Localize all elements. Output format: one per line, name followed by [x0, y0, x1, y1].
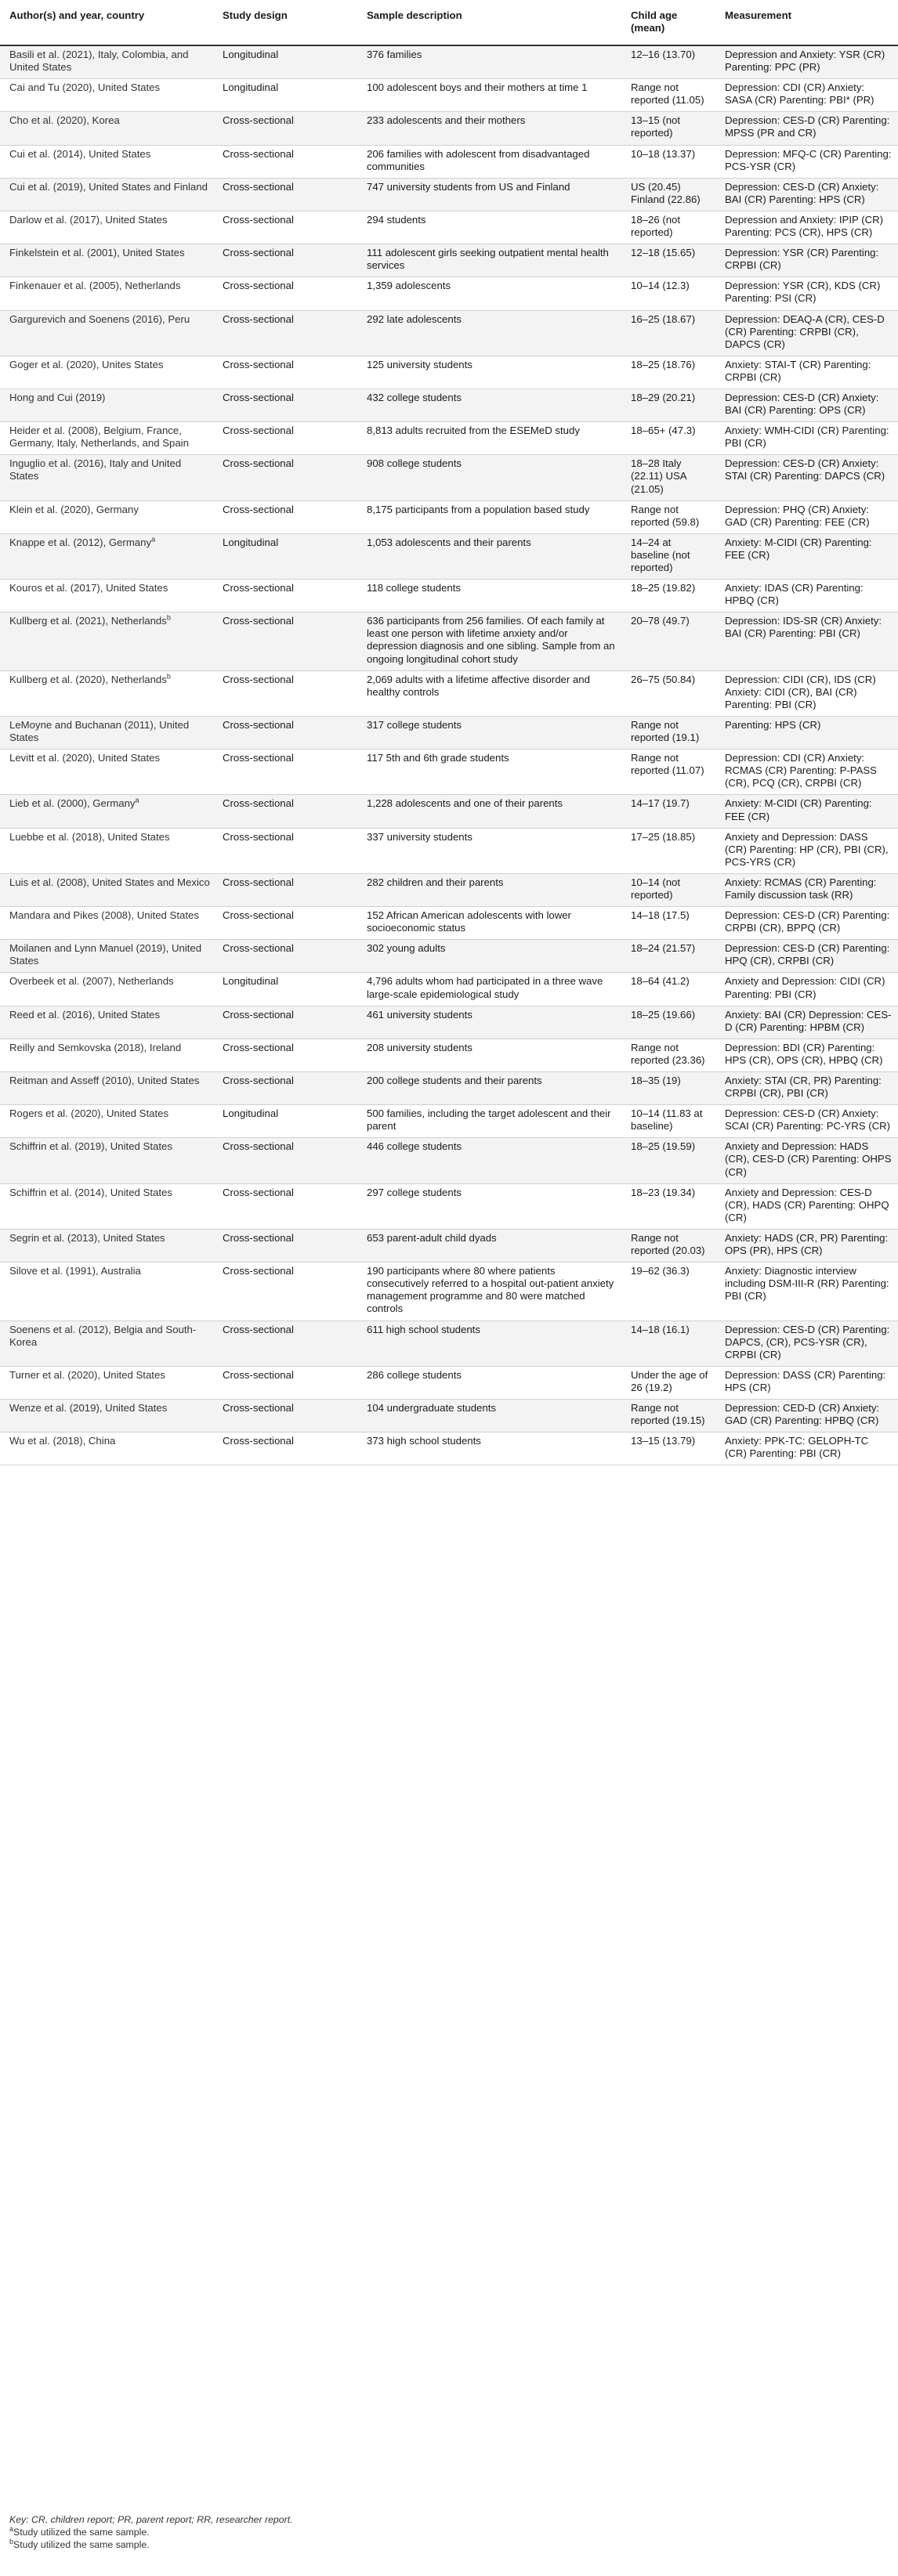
cell-design: Cross-sectional	[216, 940, 360, 973]
author-text: Cho et al. (2020), Korea	[9, 114, 120, 127]
cell-sample: 8,175 participants from a population based study	[360, 500, 625, 533]
header-author: Author(s) and year, country	[0, 0, 216, 45]
cell-sample: 908 college students	[360, 455, 625, 500]
cell-sample: 432 college students	[360, 388, 625, 421]
cell-age: 14–18 (16.1)	[625, 1321, 719, 1366]
table-row	[0, 533, 898, 579]
cell-author	[0, 1263, 216, 1321]
cell-sample: 373 high school students	[360, 1433, 625, 1465]
note-b	[9, 2539, 887, 2552]
cell-measurement: Depression: CED-D (CR) Anxiety: GAD (CR) Parenting: HPBQ (CR)	[719, 1399, 898, 1432]
cell-author	[0, 455, 216, 500]
cell-age: Under the age of 26 (19.2)	[625, 1366, 719, 1399]
table-row	[0, 828, 898, 873]
cell-design: Cross-sectional	[216, 1366, 360, 1399]
table-row	[0, 1399, 898, 1432]
cell-sample: 118 college students	[360, 580, 625, 612]
author-text: Klein et al. (2020), Germany	[9, 503, 139, 515]
cell-sample: 446 college students	[360, 1138, 625, 1183]
table-row	[0, 612, 898, 670]
cell-sample: 1,053 adolescents and their parents	[360, 533, 625, 579]
cell-sample: 1,228 adolescents and one of their parents	[360, 795, 625, 828]
cell-sample: 611 high school students	[360, 1321, 625, 1366]
cell-design: Cross-sectional	[216, 1399, 360, 1432]
cell-age: 18–29 (20.21)	[625, 388, 719, 421]
cell-design: Cross-sectional	[216, 716, 360, 749]
table-row	[0, 907, 898, 940]
table-row	[0, 1006, 898, 1039]
author-text: Levitt et al. (2020), United States	[9, 752, 161, 764]
cell-sample: 636 participants from 256 families. Of each family at least one person with lifetime anxiety and/or depression diagnosis and one sibling. Sample from an ongoing longitudinal cohort study	[360, 612, 625, 670]
cell-age: 18–26 (not reported)	[625, 211, 719, 244]
table-row	[0, 716, 898, 749]
author-text: LeMoyne and Buchanan (2011), United States	[9, 718, 190, 744]
cell-author	[0, 1321, 216, 1366]
cell-age: 10–18 (13.37)	[625, 145, 719, 178]
cell-measurement: Anxiety: Diagnostic interview including DSM-III-R (RR) Parenting: PBI (CR)	[719, 1263, 898, 1321]
table-row	[0, 750, 898, 795]
cell-author	[0, 940, 216, 973]
cell-age: 10–14 (12.3)	[625, 277, 719, 310]
cell-author	[0, 178, 216, 211]
cell-measurement: Depression: DASS (CR) Parenting: HPS (CR)	[719, 1366, 898, 1399]
cell-design: Cross-sectional	[216, 1433, 360, 1465]
table-row	[0, 45, 898, 79]
cell-measurement: Depression: CES-D (CR) Anxiety: SCAI (CR) Parenting: PC-YRS (CR)	[719, 1105, 898, 1138]
author-text: Reed et al. (2016), United States	[9, 1008, 161, 1021]
cell-design: Longitudinal	[216, 79, 360, 112]
table-body	[0, 45, 898, 1465]
cell-sample: 117 5th and 6th grade students	[360, 750, 625, 795]
cell-author	[0, 1399, 216, 1432]
cell-age: Range not reported (59.8)	[625, 500, 719, 533]
cell-measurement: Anxiety and Depression: CES-D (CR), HADS (CR) Parenting: OHPQ (CR)	[719, 1183, 898, 1229]
cell-sample: 317 college students	[360, 716, 625, 749]
cell-author	[0, 79, 216, 112]
author-text: Knappe et al. (2012), Germany	[9, 536, 152, 548]
author-text: Luis et al. (2008), United States and Mexico	[9, 876, 210, 888]
cell-sample: 337 university students	[360, 828, 625, 873]
author-text: Hong and Cui (2019)	[9, 391, 106, 403]
author-text: Inguglio et al. (2016), Italy and United States	[9, 457, 182, 482]
cell-age: 20–78 (49.7)	[625, 612, 719, 670]
cell-age: 18–35 (19)	[625, 1072, 719, 1105]
cell-design: Cross-sectional	[216, 795, 360, 828]
table-row	[0, 940, 898, 973]
cell-design: Cross-sectional	[216, 277, 360, 310]
cell-author	[0, 1138, 216, 1183]
note-b-mark: b	[9, 2537, 14, 2545]
cell-measurement: Depression: PHQ (CR) Anxiety: GAD (CR) Parenting: FEE (CR)	[719, 500, 898, 533]
cell-measurement: Depression: CES-D (CR) Parenting: CRPBI (CR), BPPQ (CR)	[719, 907, 898, 940]
cell-measurement: Depression: CDI (CR) Anxiety: SASA (CR) Parenting: PBI* (PR)	[719, 79, 898, 112]
cell-measurement: Anxiety and Depression: CIDI (CR) Parenting: PBI (CR)	[719, 973, 898, 1006]
cell-age: 14–18 (17.5)	[625, 907, 719, 940]
table-row	[0, 112, 898, 145]
cell-age: 10–14 (11.83 at baseline)	[625, 1105, 719, 1138]
cell-sample: 111 adolescent girls seeking outpatient mental health services	[360, 244, 625, 277]
notes-key: Key: CR, children report; PR, parent report; RR, researcher report.	[9, 2514, 293, 2525]
author-text: Silove et al. (1991), Australia	[9, 1265, 141, 1277]
cell-author	[0, 873, 216, 906]
cell-measurement: Anxiety: PPK-TC: GELOPH-TC (CR) Parenting: PBI (CR)	[719, 1433, 898, 1465]
cell-age: 14–24 at baseline (not reported)	[625, 533, 719, 579]
cell-sample: 294 students	[360, 211, 625, 244]
cell-design: Longitudinal	[216, 1105, 360, 1138]
cell-author	[0, 1039, 216, 1071]
cell-age: 26–75 (50.84)	[625, 670, 719, 716]
cell-measurement: Depression: DEAQ-A (CR), CES-D (CR) Parenting: CRPBI (CR), DAPCS (CR)	[719, 310, 898, 356]
cell-design: Cross-sectional	[216, 112, 360, 145]
author-text: Darlow et al. (2017), United States	[9, 213, 168, 226]
table-row	[0, 795, 898, 828]
table-row	[0, 580, 898, 612]
cell-age: 18–28 Italy (22.11) USA (21.05)	[625, 455, 719, 500]
table-row	[0, 670, 898, 716]
cell-age: 12–16 (13.70)	[625, 45, 719, 79]
cell-sample: 297 college students	[360, 1183, 625, 1229]
cell-sample: 200 college students and their parents	[360, 1072, 625, 1105]
cell-measurement: Anxiety: STAI (CR, PR) Parenting: CRPBI (CR), PBI (CR)	[719, 1072, 898, 1105]
cell-design: Longitudinal	[216, 973, 360, 1006]
table-row	[0, 1229, 898, 1262]
cell-design: Cross-sectional	[216, 145, 360, 178]
cell-author	[0, 1433, 216, 1465]
cell-measurement: Depression and Anxiety: IPIP (CR) Parenting: PCS (CR), HPS (CR)	[719, 211, 898, 244]
cell-sample: 500 families, including the target adolescent and their parent	[360, 1105, 625, 1138]
cell-design: Cross-sectional	[216, 580, 360, 612]
author-text: Cai and Tu (2020), United States	[9, 81, 161, 94]
cell-author	[0, 211, 216, 244]
cell-design: Cross-sectional	[216, 211, 360, 244]
cell-design: Cross-sectional	[216, 244, 360, 277]
cell-design: Cross-sectional	[216, 500, 360, 533]
cell-author	[0, 1229, 216, 1262]
table-row	[0, 1183, 898, 1229]
cell-measurement: Anxiety and Depression: HADS (CR), CES-D (CR) Parenting: OHPS (CR)	[719, 1138, 898, 1183]
author-text: Gargurevich and Soenens (2016), Peru	[9, 313, 190, 325]
author-text: Goger et al. (2020), Unites States	[9, 358, 164, 370]
cell-sample: 190 participants where 80 where patients consecutively referred to a hospital out-patient anxiety management programme and 80 were matched controls	[360, 1263, 625, 1321]
cell-author	[0, 795, 216, 828]
table-row	[0, 455, 898, 500]
cell-design: Cross-sectional	[216, 178, 360, 211]
cell-author	[0, 1183, 216, 1229]
cell-measurement: Depression: CES-D (CR) Anxiety: BAI (CR) Parenting: OPS (CR)	[719, 388, 898, 421]
author-text: Heider et al. (2008), Belgium, France, Germany, Italy, Netherlands, and Spain	[9, 425, 189, 450]
cell-sample: 286 college students	[360, 1366, 625, 1399]
cell-author	[0, 1105, 216, 1138]
cell-author	[0, 45, 216, 79]
cell-design: Cross-sectional	[216, 1263, 360, 1321]
author-text: Lieb et al. (2000), Germany	[9, 797, 136, 810]
cell-measurement: Depression: CIDI (CR), IDS (CR) Anxiety: CIDI (CR), BAI (CR) Parenting: PBI (CR)	[719, 670, 898, 716]
footnote-mark: b	[166, 672, 171, 681]
cell-measurement: Depression: IDS-SR (CR) Anxiety: BAI (CR) Parenting: PBI (CR)	[719, 612, 898, 670]
author-text: Finkenauer et al. (2005), Netherlands	[9, 280, 181, 292]
cell-sample: 152 African American adolescents with lower socioeconomic status	[360, 907, 625, 940]
cell-design: Cross-sectional	[216, 1138, 360, 1183]
cell-sample: 2,069 adults with a lifetime affective disorder and healthy controls	[360, 670, 625, 716]
author-text: Cui et al. (2019), United States and Finland	[9, 180, 208, 193]
cell-age: 18–25 (19.66)	[625, 1006, 719, 1039]
author-text: Rogers et al. (2020), United States	[9, 1107, 169, 1120]
author-text: Wenze et al. (2019), United States	[9, 1401, 168, 1414]
cell-author	[0, 422, 216, 455]
cell-design: Cross-sectional	[216, 1229, 360, 1262]
cell-measurement: Depression: YSR (CR), KDS (CR) Parenting: PSI (CR)	[719, 277, 898, 310]
cell-measurement: Depression: CES-D (CR) Anxiety: BAI (CR) Parenting: HPS (CR)	[719, 178, 898, 211]
cell-design: Cross-sectional	[216, 356, 360, 388]
cell-design: Cross-sectional	[216, 670, 360, 716]
cell-author	[0, 533, 216, 579]
cell-sample: 4,796 adults whom had participated in a three wave large-scale epidemiological study	[360, 973, 625, 1006]
cell-design: Cross-sectional	[216, 455, 360, 500]
cell-sample: 104 undergraduate students	[360, 1399, 625, 1432]
cell-author	[0, 973, 216, 1006]
note-a	[9, 2524, 887, 2539]
cell-age: 12–18 (15.65)	[625, 244, 719, 277]
author-text: Overbeek et al. (2007), Netherlands	[9, 975, 174, 988]
cell-author	[0, 716, 216, 749]
cell-design: Longitudinal	[216, 533, 360, 579]
author-text: Luebbe et al. (2018), United States	[9, 830, 170, 843]
cell-measurement: Anxiety: RCMAS (CR) Parenting: Family discussion task (RR)	[719, 873, 898, 906]
table-notes	[9, 2514, 887, 2552]
cell-author	[0, 1006, 216, 1039]
note-a-text: Study utilized the same sample.	[13, 2526, 150, 2538]
header-measurement: Measurement	[719, 0, 898, 45]
cell-design: Cross-sectional	[216, 310, 360, 356]
cell-design: Cross-sectional	[216, 1072, 360, 1105]
cell-author	[0, 750, 216, 795]
table-row	[0, 1138, 898, 1183]
author-text: Finkelstein et al. (2001), United States	[9, 247, 185, 259]
table-row	[0, 1433, 898, 1465]
cell-age: 10–14 (not reported)	[625, 873, 719, 906]
cell-measurement: Depression: CES-D (CR) Parenting: DAPCS, (CR), PCS-YSR (CR), CRPBI (CR)	[719, 1321, 898, 1366]
cell-measurement: Anxiety: HADS (CR, PR) Parenting: OPS (PR), HPS (CR)	[719, 1229, 898, 1262]
cell-measurement: Anxiety: IDAS (CR) Parenting: HPBQ (CR)	[719, 580, 898, 612]
cell-sample: 1,359 adolescents	[360, 277, 625, 310]
table-row	[0, 277, 898, 310]
cell-sample: 747 university students from US and Finland	[360, 178, 625, 211]
cell-measurement: Parenting: HPS (CR)	[719, 716, 898, 749]
cell-measurement: Depression: CES-D (CR) Parenting: MPSS (PR and CR)	[719, 112, 898, 145]
note-a-mark: a	[9, 2524, 14, 2533]
cell-design: Cross-sectional	[216, 1183, 360, 1229]
cell-age: 14–17 (19.7)	[625, 795, 719, 828]
cell-age: 18–23 (19.34)	[625, 1183, 719, 1229]
cell-author	[0, 244, 216, 277]
table-row	[0, 873, 898, 906]
cell-author	[0, 112, 216, 145]
table-row	[0, 1263, 898, 1321]
table-row	[0, 211, 898, 244]
cell-design: Cross-sectional	[216, 907, 360, 940]
cell-sample: 292 late adolescents	[360, 310, 625, 356]
cell-design: Cross-sectional	[216, 612, 360, 670]
author-text: Reilly and Semkovska (2018), Ireland	[9, 1041, 182, 1053]
cell-age: US (20.45) Finland (22.86)	[625, 178, 719, 211]
cell-design: Cross-sectional	[216, 1039, 360, 1071]
cell-age: Range not reported (19.15)	[625, 1399, 719, 1432]
cell-author	[0, 828, 216, 873]
cell-age: Range not reported (20.03)	[625, 1229, 719, 1262]
cell-author	[0, 580, 216, 612]
cell-age: Range not reported (23.36)	[625, 1039, 719, 1071]
table-row	[0, 500, 898, 533]
cell-sample: 376 families	[360, 45, 625, 79]
author-text: Wu et al. (2018), China	[9, 1435, 116, 1447]
author-text: Segrin et al. (2013), United States	[9, 1231, 165, 1244]
cell-author	[0, 310, 216, 356]
cell-measurement: Anxiety and Depression: DASS (CR) Parenting: HP (CR), PBI (CR), PCS-YRS (CR)	[719, 828, 898, 873]
author-text: Basili et al. (2021), Italy, Colombia, and United States	[9, 49, 189, 74]
cell-measurement: Anxiety: M-CIDI (CR) Parenting: FEE (CR)	[719, 533, 898, 579]
table-row	[0, 1105, 898, 1138]
table-row	[0, 1366, 898, 1399]
author-text: Mandara and Pikes (2008), United States	[9, 909, 199, 922]
cell-age: 13–15 (13.79)	[625, 1433, 719, 1465]
cell-author	[0, 500, 216, 533]
cell-design: Cross-sectional	[216, 828, 360, 873]
cell-measurement: Anxiety: M-CIDI (CR) Parenting: FEE (CR)	[719, 795, 898, 828]
cell-sample: 8,813 adults recruited from the ESEMeD study	[360, 422, 625, 455]
table-row	[0, 178, 898, 211]
author-text: Kouros et al. (2017), United States	[9, 582, 168, 594]
cell-age: 18–64 (41.2)	[625, 973, 719, 1006]
cell-author	[0, 670, 216, 716]
cell-author	[0, 1366, 216, 1399]
cell-sample: 208 university students	[360, 1039, 625, 1071]
footnote-mark: a	[135, 797, 139, 805]
table-row	[0, 1072, 898, 1105]
cell-measurement: Depression: CES-D (CR) Anxiety: STAI (CR) Parenting: DAPCS (CR)	[719, 455, 898, 500]
table-row	[0, 310, 898, 356]
cell-sample: 206 families with adolescent from disadvantaged communities	[360, 145, 625, 178]
cell-author	[0, 356, 216, 388]
table-row	[0, 973, 898, 1006]
cell-author	[0, 1072, 216, 1105]
cell-age: Range not reported (11.05)	[625, 79, 719, 112]
cell-design: Cross-sectional	[216, 873, 360, 906]
table-row	[0, 422, 898, 455]
cell-sample: 100 adolescent boys and their mothers at time 1	[360, 79, 625, 112]
author-text: Schiffrin et al. (2014), United States	[9, 1186, 172, 1198]
cell-design: Longitudinal	[216, 45, 360, 79]
author-text: Kullberg et al. (2021), Netherlands	[9, 615, 167, 627]
note-b-text: Study utilized the same sample.	[13, 2538, 150, 2550]
header-sample: Sample description	[360, 0, 625, 45]
table-row	[0, 1321, 898, 1366]
table-row	[0, 79, 898, 112]
cell-age: 18–24 (21.57)	[625, 940, 719, 973]
cell-age: 18–25 (19.82)	[625, 580, 719, 612]
table-row	[0, 145, 898, 178]
cell-age: Range not reported (19.1)	[625, 716, 719, 749]
cell-design: Cross-sectional	[216, 750, 360, 795]
cell-measurement: Depression: CES-D (CR) Parenting: HPQ (CR), CRPBI (CR)	[719, 940, 898, 973]
table-row	[0, 356, 898, 388]
author-text: Kullberg et al. (2020), Netherlands	[9, 673, 167, 685]
cell-sample: 233 adolescents and their mothers	[360, 112, 625, 145]
table-row	[0, 244, 898, 277]
footnote-mark: a	[151, 535, 156, 544]
cell-author	[0, 145, 216, 178]
cell-sample: 282 children and their parents	[360, 873, 625, 906]
cell-design: Cross-sectional	[216, 422, 360, 455]
cell-measurement: Anxiety: BAI (CR) Depression: CES-D (CR) Parenting: HPBM (CR)	[719, 1006, 898, 1039]
header-age: Child age (mean)	[625, 0, 719, 45]
cell-age: 16–25 (18.67)	[625, 310, 719, 356]
cell-age: 19–62 (36.3)	[625, 1263, 719, 1321]
cell-age: 18–25 (19.59)	[625, 1138, 719, 1183]
cell-measurement: Anxiety: WMH-CIDI (CR) Parenting: PBI (CR)	[719, 422, 898, 455]
author-text: Moilanen and Lynn Manuel (2019), United States	[9, 942, 202, 967]
cell-sample: 653 parent-adult child dyads	[360, 1229, 625, 1262]
cell-author	[0, 907, 216, 940]
cell-sample: 302 young adults	[360, 940, 625, 973]
author-text: Schiffrin et al. (2019), United States	[9, 1140, 172, 1153]
cell-design: Cross-sectional	[216, 1006, 360, 1039]
cell-sample: 461 university students	[360, 1006, 625, 1039]
cell-design: Cross-sectional	[216, 1321, 360, 1366]
cell-author	[0, 612, 216, 670]
cell-design: Cross-sectional	[216, 388, 360, 421]
author-text: Turner et al. (2020), United States	[9, 1368, 165, 1381]
cell-measurement: Depression: YSR (CR) Parenting: CRPBI (CR)	[719, 244, 898, 277]
table-row	[0, 1039, 898, 1071]
cell-measurement: Depression: MFQ-C (CR) Parenting: PCS-YSR (CR)	[719, 145, 898, 178]
cell-age: 18–25 (18.76)	[625, 356, 719, 388]
author-text: Reitman and Asseff (2010), United States	[9, 1075, 200, 1086]
cell-age: 17–25 (18.85)	[625, 828, 719, 873]
author-text: Soenens et al. (2012), Belgia and South-Korea	[9, 1323, 197, 1348]
cell-measurement: Depression: CDI (CR) Anxiety: RCMAS (CR) Parenting: P-PASS (CR), PCQ (CR), CRPBI (CR)	[719, 750, 898, 795]
cell-age: 13–15 (not reported)	[625, 112, 719, 145]
cell-age: 18–65+ (47.3)	[625, 422, 719, 455]
cell-author	[0, 277, 216, 310]
footnote-mark: b	[166, 613, 171, 622]
cell-measurement: Anxiety: STAI-T (CR) Parenting: CRPBI (CR)	[719, 356, 898, 388]
cell-measurement: Depression: BDI (CR) Parenting: HPS (CR), OPS (CR), HPBQ (CR)	[719, 1039, 898, 1071]
cell-measurement: Depression and Anxiety: YSR (CR) Parenting: PPC (PR)	[719, 45, 898, 79]
cell-author	[0, 388, 216, 421]
author-text: Cui et al. (2014), United States	[9, 147, 151, 160]
header-design: Study design	[216, 0, 360, 45]
cell-sample: 125 university students	[360, 356, 625, 388]
table-header	[0, 0, 898, 45]
table-row	[0, 388, 898, 421]
cell-age: Range not reported (11.07)	[625, 750, 719, 795]
